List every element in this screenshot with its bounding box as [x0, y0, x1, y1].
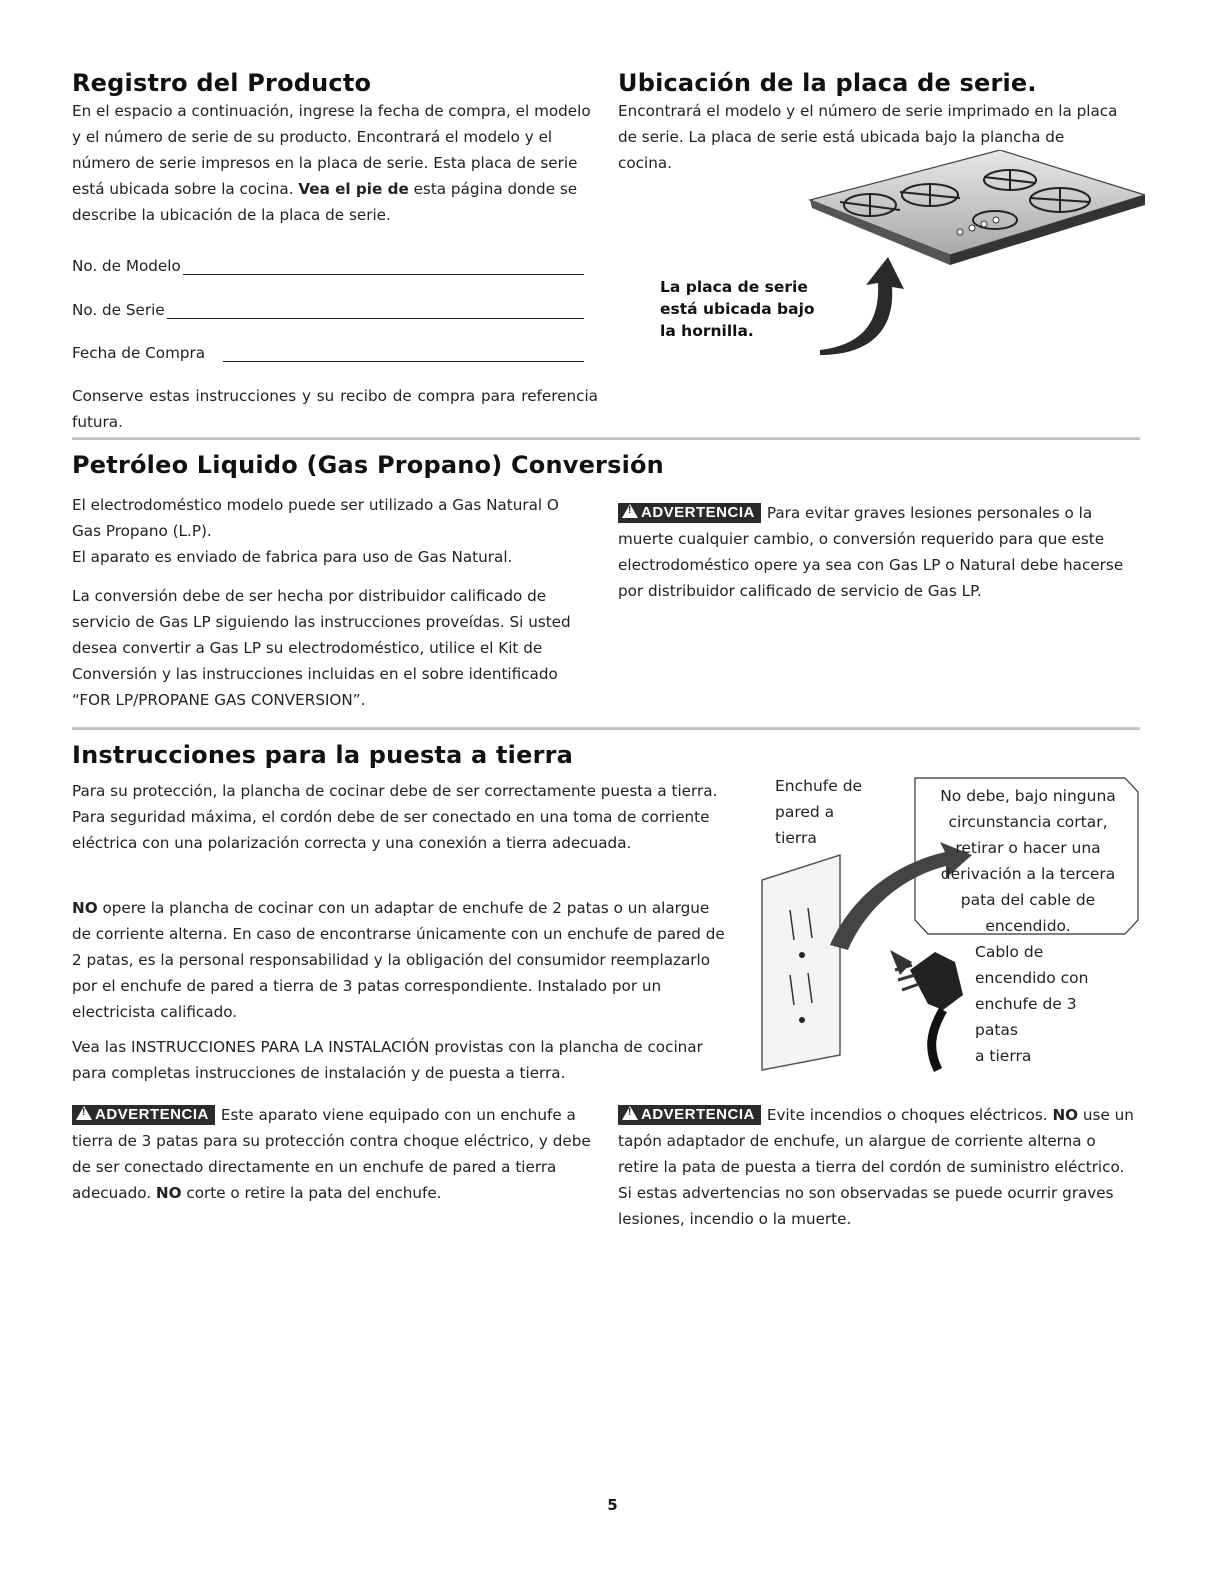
model-number-line: [183, 256, 584, 275]
arrow-up-icon: [800, 255, 910, 365]
registro-text-1: En el espacio a continuación, ingrese la fecha de compra, el modelo y el número de serie de su producto. Encontrará el modelo y el número de serie impresos en la placa de serie. Esta placa de serie está ubicada sobre la cocina.: [72, 102, 591, 198]
warning-triangle-icon: [76, 1106, 92, 1120]
warning-bubble-text: [928, 783, 1128, 939]
petroleo-warning: [618, 500, 1133, 604]
warning-bubble-line1: No debe, bajo ninguna: [940, 787, 1116, 805]
serial-plate-callout-line3: la hornilla.: [660, 322, 754, 340]
serial-number-line: [167, 300, 584, 319]
registro-paragraph: [72, 98, 592, 228]
warning-bubble-line6: encendido.: [985, 917, 1071, 935]
purchase-date-label: Fecha de Compra: [72, 344, 206, 362]
section-divider-2: [72, 727, 1140, 730]
registro-title: Registro del Producto: [72, 69, 372, 97]
registro-text-bold: Vea el pie de: [298, 180, 409, 198]
model-number-label: No. de Modelo: [72, 257, 181, 275]
ubicacion-paragraph: Encontrará el modelo y el número de serie imprimado en la placa de serie. La placa de serie está ubicada bajo la plancha de cocina.: [618, 102, 1118, 172]
wall-outlet-label-line1: Enchufe de: [775, 777, 863, 795]
serial-number-label: No. de Serie: [72, 301, 165, 319]
warning-bubble-line3: retirar o hacer una: [955, 839, 1101, 857]
tierra-paragraph-1: Para su protección, la plancha de cocinar debe de ser correctamente puesta a tierra. Para seguridad máxima, el cordón debe de ser conectado en una toma de corriente eléctrica con una polarización correcta y una conexión a tierra adecuada.: [72, 782, 718, 852]
tierra-paragraph-2-text: opere la plancha de cocinar con un adaptar de enchufe de 2 patas o un alargue de corriente alterna. En caso de encontrarse únicamente con un enchufe de pared de 2 patas, es la personal responsabilidad y la obligación del consumidor reemplazarlo por el enchufe de pared a tierra de 3 patas correspondiente. Instalado por un electricista calificado.: [72, 899, 725, 1021]
petroleo-line2: El aparato es enviado de fabrica para uso de Gas Natural.: [72, 548, 513, 566]
tierra-warning-2: [618, 1102, 1138, 1232]
model-number-field[interactable]: [72, 256, 584, 275]
warning-bubble-line2: circunstancia cortar,: [948, 813, 1108, 831]
warning-bubble-line5: pata del cable de: [960, 891, 1096, 909]
tierra-warning-1-bold: NO: [155, 1184, 182, 1202]
tierra-warning-1-text2: corte o retire la pata del enchufe.: [181, 1184, 442, 1202]
serial-plate-callout-line2: está ubicada bajo: [660, 300, 815, 318]
power-cord-label-line4: patas: [975, 1021, 1018, 1039]
petroleo-warning-text: Para evitar graves lesiones personales o la muerte cualquier cambio, o conversión requerido para que este electrodoméstico opere ya sea con Gas LP o Natural debe hacerse por distribuidor calificado de servicio de Gas LP.: [618, 504, 1124, 600]
petroleo-line1: El electrodoméstico modelo puede ser utilizado a Gas Natural O Gas Propano (L.P).: [72, 496, 559, 540]
tierra-paragraph-2: [72, 895, 732, 1025]
section-divider-1: [72, 437, 1140, 440]
tierra-warning-1: [72, 1102, 592, 1206]
petroleo-title: Petróleo Liquido (Gas Propano) Conversión: [72, 451, 664, 479]
warning-bubble-line4: derivación a la tercera: [940, 865, 1116, 883]
tierra-paragraph-3: Vea las INSTRUCCIONES PARA LA INSTALACIÓN provistas con la plancha de cocinar para completas instrucciones de instalación y de puesta a tierra.: [72, 1038, 703, 1082]
tierra-warning-2-bold: NO: [1052, 1106, 1079, 1124]
wall-outlet-label-line3: tierra: [775, 829, 817, 847]
tierra-warning-1-text: Este aparato viene equipado con un enchufe a tierra de 3 patas para su protección contra choque eléctrico, y debe de ser conectado directamente en un enchufe de pared a tierra adecuado.: [72, 1106, 591, 1202]
tierra-title: Instrucciones para la puesta a tierra: [72, 741, 574, 769]
warning-triangle-icon: [622, 504, 638, 518]
registro-text-2: esta página donde se describe la ubicación de la placa de serie.: [72, 180, 578, 224]
tierra-warning-2-text: Evite incendios o choques eléctricos.: [766, 1106, 1053, 1124]
warning-badge: [618, 503, 761, 523]
tierra-warning-2-text2: use un tapón adaptador de enchufe, un alargue de corriente alterna o retire la pata de puesta a tierra del cordón de suministro eléctrico. Si estas advertencias no son observadas se puede ocurrir graves lesiones, incendio o la muerte.: [618, 1106, 1134, 1228]
tierra-no-bold: NO: [72, 899, 98, 917]
power-cord-label-line2: encendido con: [975, 969, 1089, 987]
purchase-date-field[interactable]: [72, 343, 584, 362]
warning-triangle-icon: [622, 1106, 638, 1120]
petroleo-paragraph: La conversión debe de ser hecha por distribuidor calificado de servicio de Gas LP siguiendo las instrucciones proveídas. Si usted desea convertir a Gas LP su electrodoméstico, utilice el Kit de Conversión y las instrucciones incluidas en el sobre identificado “FOR LP/PROPANE GAS CONVERSION”.: [72, 587, 571, 709]
conserve-note: Conserve estas instrucciones y su recibo de compra para referencia futura.: [72, 387, 598, 431]
warning-badge-label: ADVERTENCIA: [641, 1106, 755, 1123]
serial-plate-callout: [660, 276, 815, 342]
purchase-date-line: [223, 343, 584, 362]
warning-badge: [72, 1105, 215, 1125]
wall-outlet-label-line2: pared a: [775, 803, 835, 821]
power-cord-label-line3: enchufe de 3: [975, 995, 1077, 1013]
serial-plate-callout-line1: La placa de serie: [660, 278, 808, 296]
warning-badge-label: ADVERTENCIA: [95, 1106, 209, 1123]
warning-badge-label: ADVERTENCIA: [641, 504, 755, 521]
power-cord-label: [975, 939, 1088, 1069]
ubicacion-title: Ubicación de la placa de serie.: [618, 69, 1037, 97]
power-cord-label-line5: a tierra: [975, 1047, 1032, 1065]
page-number: 5: [607, 1496, 618, 1514]
power-cord-label-line1: Cablo de: [975, 943, 1044, 961]
warning-badge: [618, 1105, 761, 1125]
serial-number-field[interactable]: [72, 300, 584, 319]
